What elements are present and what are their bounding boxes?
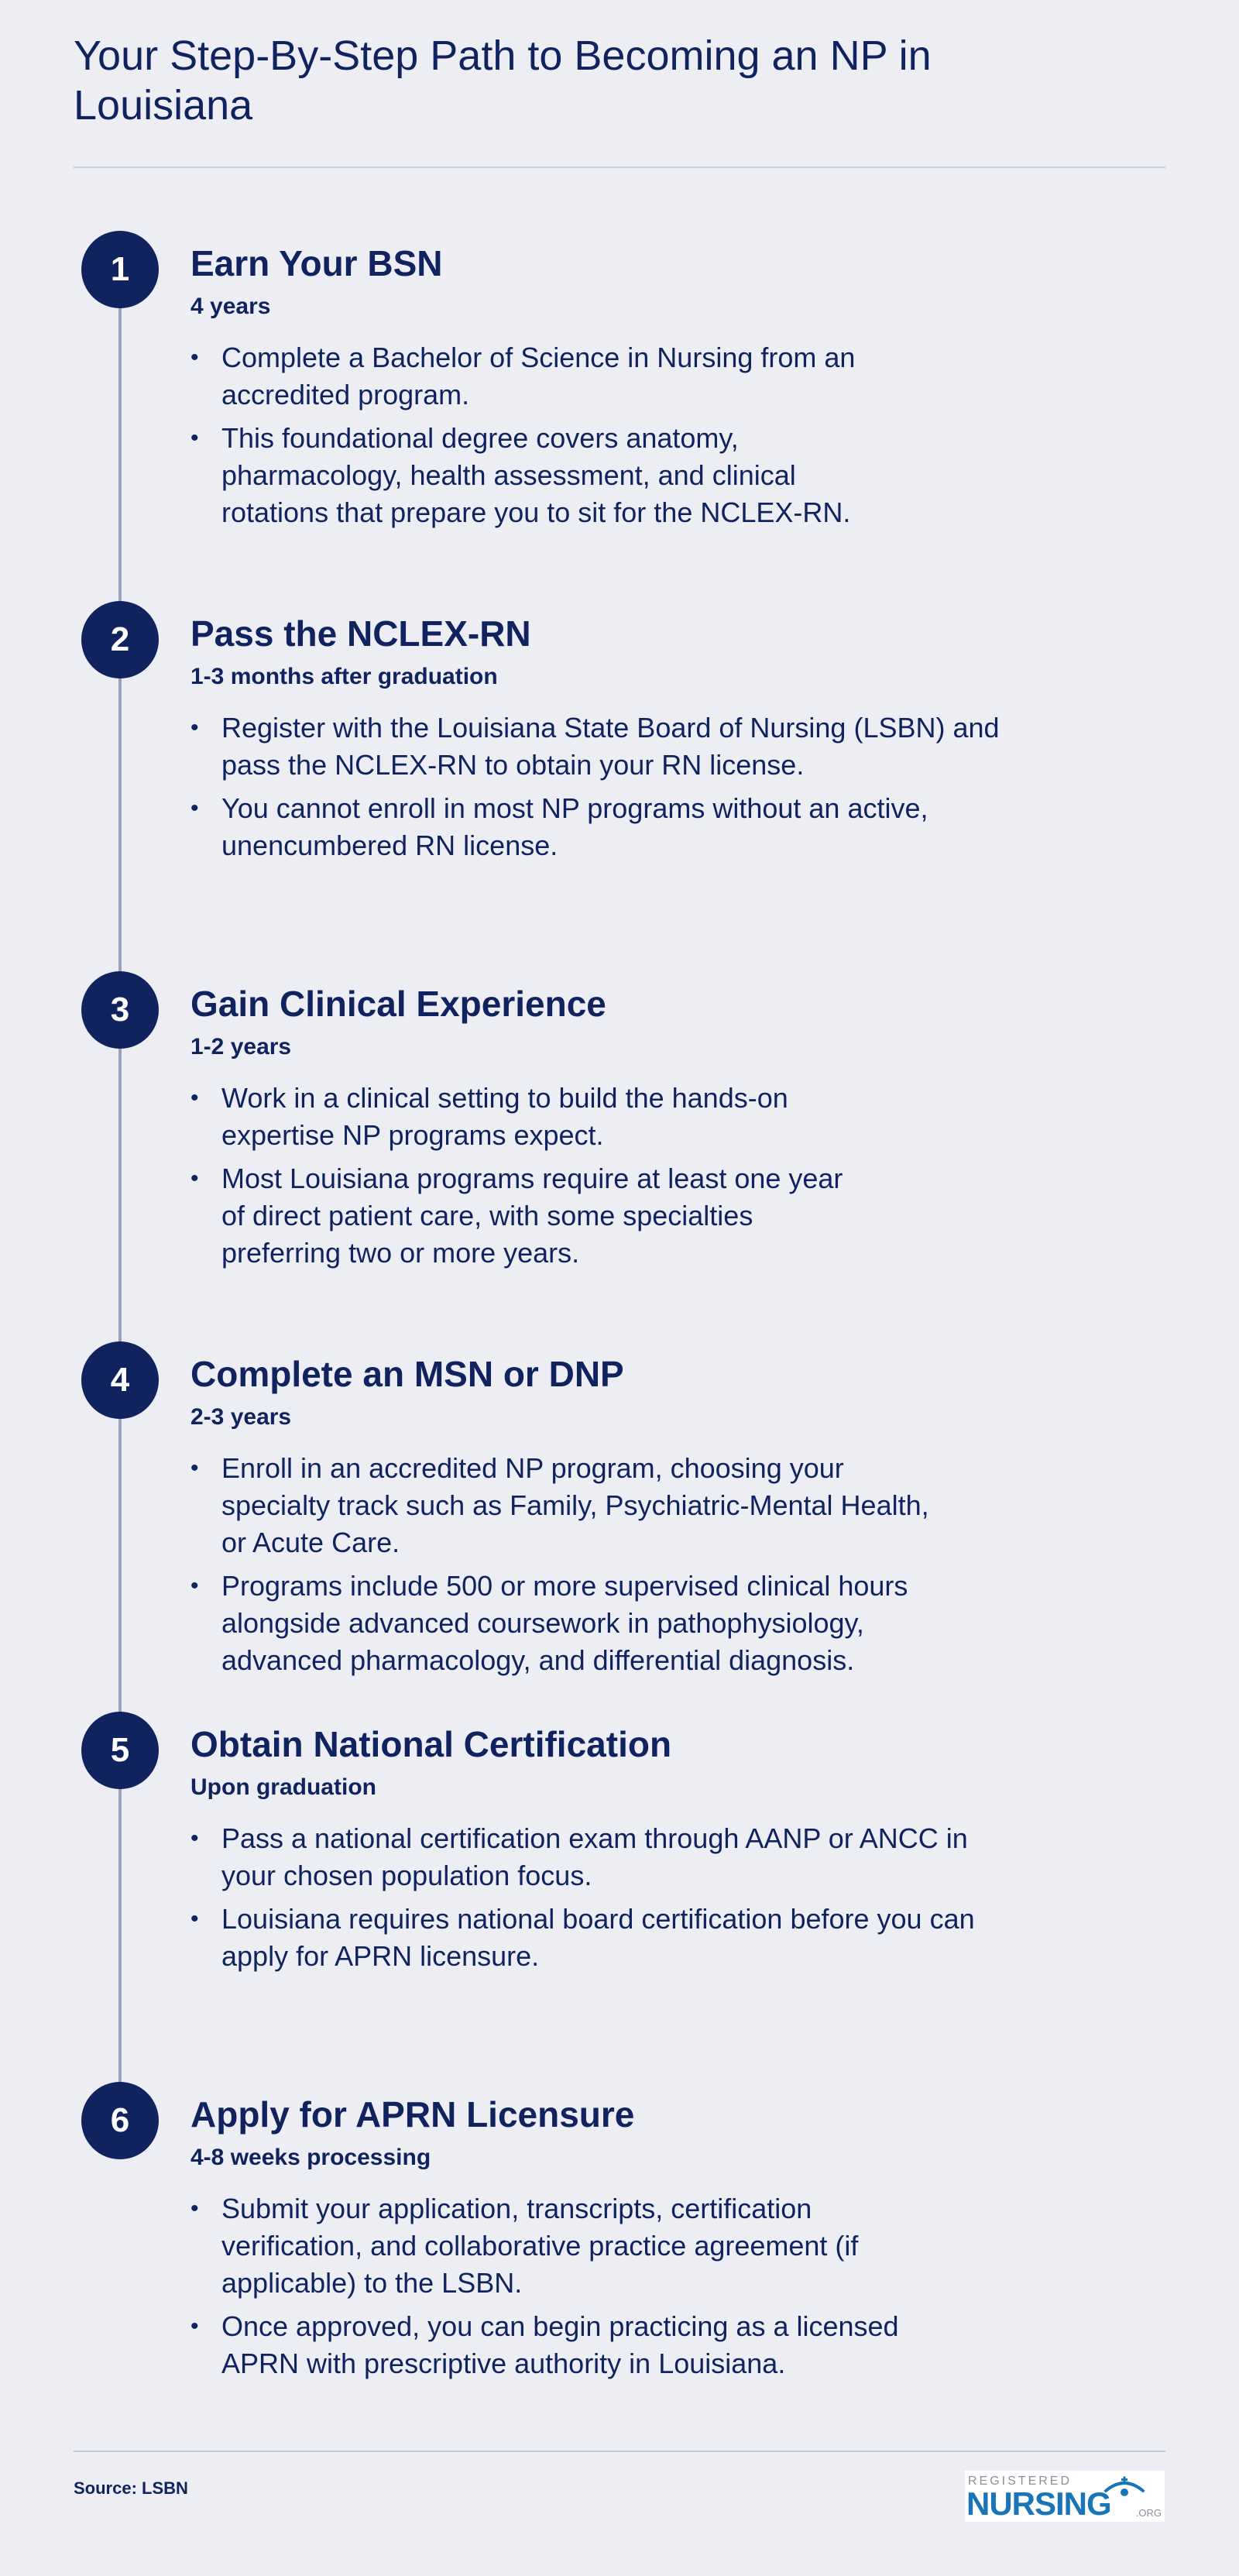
step-bullet: • You cannot enroll in most NP programs without an active, unencumbered RN license. xyxy=(190,790,1011,864)
step-bullets xyxy=(190,1080,856,1272)
step-number-badge: 2 xyxy=(81,601,159,678)
step-bullet: • Register with the Louisiana State Board of Nursing (LSBN) and pass the NCLEX-RN to obtain your RN license. xyxy=(190,709,1011,784)
step-bullets xyxy=(190,2190,942,2382)
step-bullet: • Once approved, you can begin practicing as a licensed APRN with prescriptive authority in Louisiana. xyxy=(190,2308,942,2382)
logo-main-text: NURSING xyxy=(966,2485,1111,2522)
step-content xyxy=(190,2093,942,2389)
step-content xyxy=(190,242,856,538)
step-title: Apply for APRN Licensure xyxy=(190,2094,635,2135)
step-number-badge: 4 xyxy=(81,1341,159,1419)
source-note: Source: LSBN xyxy=(74,2478,188,2498)
step-bullets xyxy=(190,339,856,531)
step-number-badge: 6 xyxy=(81,2082,159,2159)
page-title: Your Step-By-Step Path to Becoming an NP in Louisiana xyxy=(74,33,932,129)
step-duration: 1-3 months after graduation xyxy=(190,664,498,689)
step-content xyxy=(190,982,856,1278)
step-bullets xyxy=(190,1820,1011,1975)
step-duration: 4 years xyxy=(190,294,271,319)
step-number-badge: 5 xyxy=(81,1712,159,1789)
step-duration: 2-3 years xyxy=(190,1404,292,1430)
step-title: Earn Your BSN xyxy=(190,243,443,283)
step-content xyxy=(190,612,1011,871)
step-bullet: • Pass a national certification exam through AANP or ANCC in your chosen population focus. xyxy=(190,1820,1011,1894)
step-bullet: • This foundational degree covers anatomy, pharmacology, health assessment, and clinical rotations that prepare you to sit for the NCLEX-RN. xyxy=(190,420,856,531)
step-number-badge: 3 xyxy=(81,971,159,1049)
logo-suffix: .ORG xyxy=(1135,2507,1162,2519)
step-bullet: • Most Louisiana programs require at least one year of direct patient care, with some specialties preferring two or more years. xyxy=(190,1160,856,1272)
title-divider xyxy=(74,167,1165,168)
step-title: Pass the NCLEX-RN xyxy=(190,613,531,654)
step-duration: 4-8 weeks processing xyxy=(190,2145,431,2170)
step-title: Gain Clinical Experience xyxy=(190,984,606,1024)
logo-top-text: REGISTERED xyxy=(968,2475,1073,2488)
step-duration: 1-2 years xyxy=(190,1034,292,1060)
timeline-line xyxy=(118,267,122,2122)
step-duration: Upon graduation xyxy=(190,1774,376,1800)
step-title: Complete an MSN or DNP xyxy=(190,1354,624,1394)
footer-divider xyxy=(74,2451,1165,2452)
step-bullet: • Louisiana requires national board certification before you can apply for APRN licensure. xyxy=(190,1901,1011,1975)
registered-nursing-logo xyxy=(965,2471,1165,2522)
step-content xyxy=(190,1352,942,1685)
step-bullets xyxy=(190,709,1011,864)
step-content xyxy=(190,1722,1011,1981)
step-bullets xyxy=(190,1450,942,1679)
step-title: Obtain National Certification xyxy=(190,1724,672,1764)
step-bullet: • Enroll in an accredited NP program, choosing your specialty track such as Family, Psychiatric-Mental Health, or Acute Care. xyxy=(190,1450,942,1561)
step-bullet: • Programs include 500 or more supervised clinical hours alongside advanced coursework in pathophysiology, advanced pharmacology, and differential diagnosis. xyxy=(190,1568,942,1679)
step-bullet: • Complete a Bachelor of Science in Nursing from an accredited program. xyxy=(190,339,856,414)
nurse-cap-icon xyxy=(1103,2474,1146,2500)
step-number-badge: 1 xyxy=(81,231,159,308)
step-bullet: • Work in a clinical setting to build the hands-on expertise NP programs expect. xyxy=(190,1080,856,1154)
step-bullet: • Submit your application, transcripts, certification verification, and collaborative practice agreement (if applicable) to the LSBN. xyxy=(190,2190,942,2302)
